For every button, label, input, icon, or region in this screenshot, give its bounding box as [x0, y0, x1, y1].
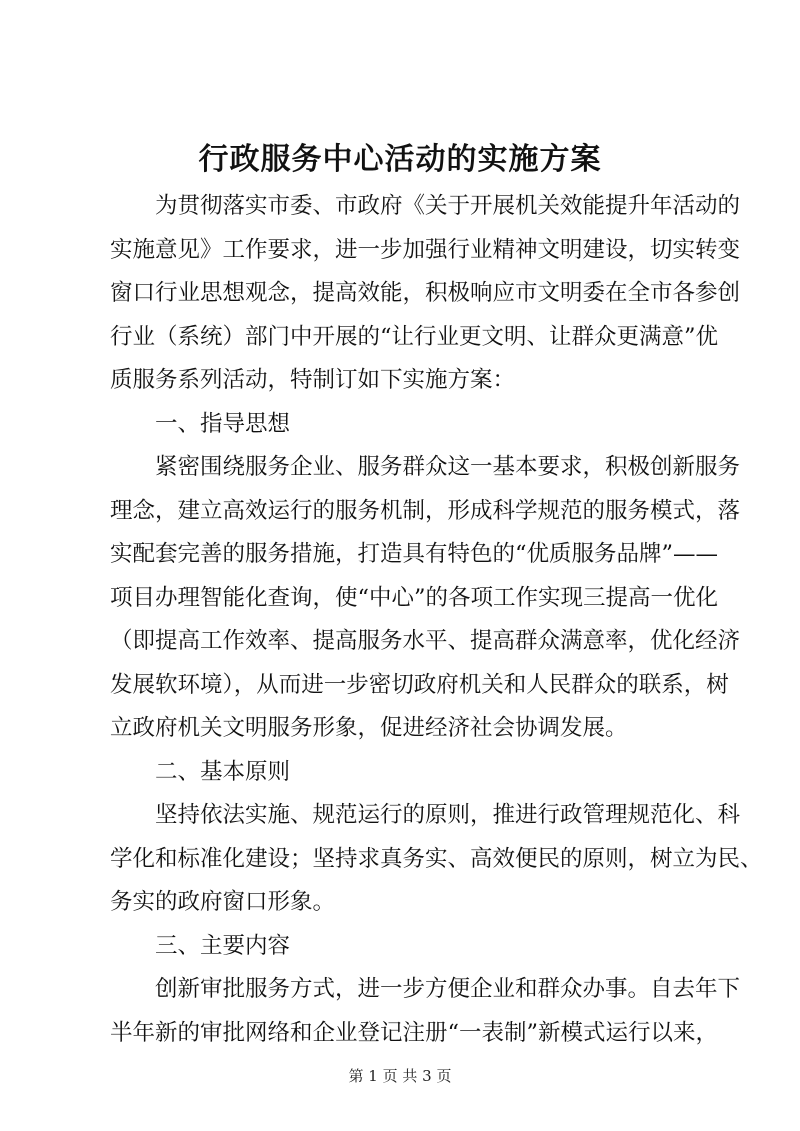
page-footer: 第 1 页 共 3 页	[348, 1067, 452, 1085]
paragraph-line: 半年新的审批网络和企业登记注册“一表制”新模式运行以来，	[110, 1019, 719, 1046]
paragraph-line: 项目办理智能化查询，使“中心”的各项工作实现三提高一优化	[110, 584, 719, 611]
paragraph-line: 行业（系统）部门中开展的“让行业更文明、让群众更满意”优	[110, 323, 719, 350]
section-heading: 三、主要内容	[155, 932, 291, 959]
paragraph-line: 坚持依法实施、规范运行的原则，推进行政管理规范化、科	[155, 802, 741, 828]
document-title: 行政服务中心活动的实施方案	[198, 142, 602, 177]
paragraph-line: 发展软环境），从而进一步密切政府机关和人民群众的联系，树	[110, 671, 729, 698]
paragraph-line: 实配套完善的服务措施，打造具有特色的“优质服务品牌”——	[110, 541, 719, 567]
paragraph-line: 立政府机关文明服务形象，促进经济社会协调发展。	[110, 715, 628, 741]
section-heading: 一、指导思想	[155, 410, 291, 437]
paragraph-line: 务实的政府窗口形象。	[110, 889, 336, 915]
paragraph-line: 窗口行业思想观念，提高效能，积极响应市文明委在全市各参创	[110, 280, 741, 306]
paragraph-line: 质服务系列活动，特制订如下实施方案：	[110, 367, 516, 393]
paragraph-line: 实施意见》工作要求，进一步加强行业精神文明建设，切实转变	[110, 236, 741, 263]
paragraph-line: 创新审批服务方式，进一步方便企业和群众办事。自去年下	[155, 976, 741, 1002]
paragraph-line: 理念，建立高效运行的服务机制，形成科学规范的服务模式，落	[110, 497, 741, 524]
document-body	[110, 185, 763, 1055]
paragraph-line: 为贯彻落实市委、市政府《关于开展机关效能提升年活动的	[155, 193, 741, 219]
paragraph-line: 紧密围绕服务企业、服务群众这一基本要求，积极创新服务	[155, 454, 741, 480]
section-heading: 二、基本原则	[155, 758, 291, 785]
paragraph-line: 学化和标准化建设；坚持求真务实、高效便民的原则，树立为民、	[110, 845, 763, 872]
paragraph-line: （即提高工作效率、提高服务水平、提高群众满意率，优化经济	[110, 628, 741, 654]
